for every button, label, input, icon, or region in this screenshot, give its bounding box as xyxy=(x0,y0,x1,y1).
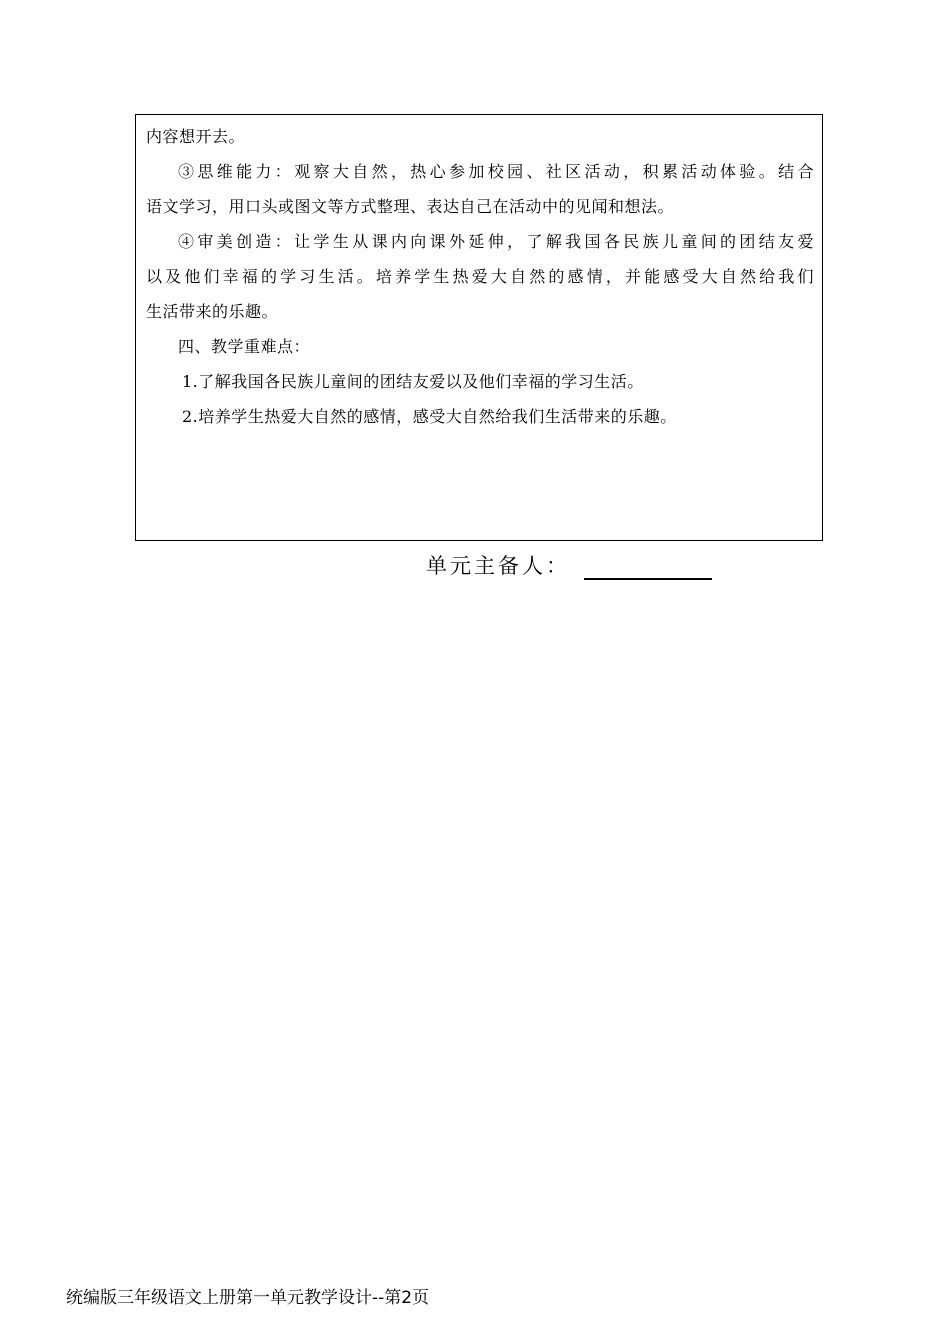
section-heading: 四、教学重难点： xyxy=(178,337,311,356)
text-line-4: ④审美创造：让学生从课内向课外延伸，了解我国各民族儿童间的团结友爱 xyxy=(178,232,814,251)
signature-label: 单元主备人： xyxy=(426,554,570,578)
text-line-3: 语文学习，用口头或图文等方式整理、表达自己在活动中的见闻和想法。 xyxy=(146,197,675,216)
signature-blank-underline xyxy=(584,548,712,580)
page-footer: 统编版三年级语文上册第一单元教学设计--第2页 xyxy=(66,1288,430,1308)
key-point-1: 1.了解我国各民族儿童间的团结友爱以及他们幸福的学习生活。 xyxy=(182,372,644,391)
text-line-2: ③思维能力：观察大自然，热心参加校园、社区活动，积累活动体验。结合 xyxy=(178,162,814,181)
text-line-1: 内容想开去。 xyxy=(146,127,246,146)
signature-line xyxy=(426,548,712,580)
text-line-5: 以及他们幸福的学习生活。培养学生热爱大自然的感情，并能感受大自然给我们 xyxy=(146,267,814,286)
text-line-6: 生活带来的乐趣。 xyxy=(146,302,279,321)
content-table-cell xyxy=(135,114,823,541)
key-point-2: 2.培养学生热爱大自然的感情，感受大自然给我们生活带来的乐趣。 xyxy=(182,407,677,426)
